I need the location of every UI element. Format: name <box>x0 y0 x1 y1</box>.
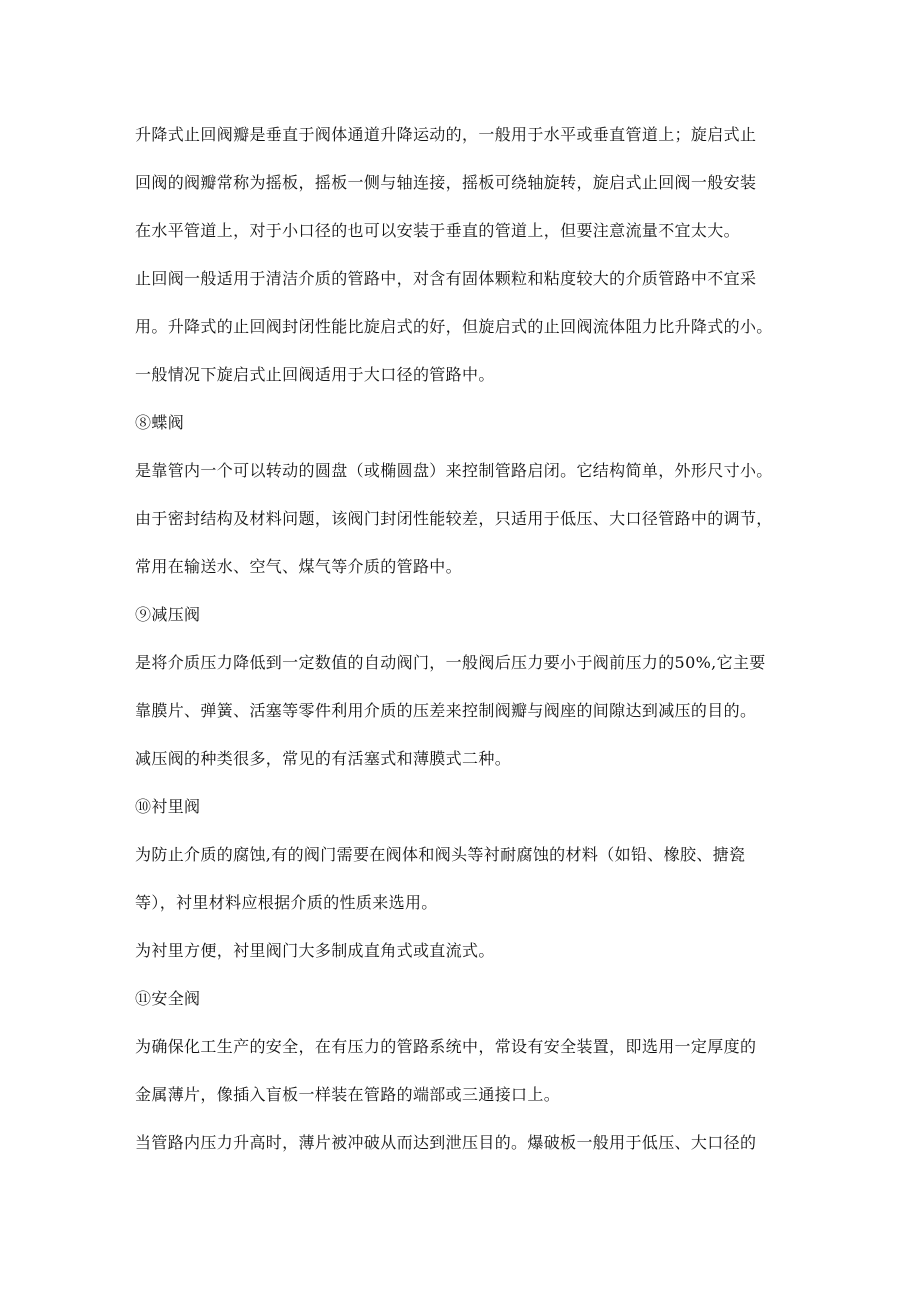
paragraph-line-17: 等），衬里材料应根据介质的性质来选用。 <box>135 893 438 912</box>
section-heading-pressure-reducing-valve: ⑨减压阀 <box>135 605 201 624</box>
paragraph-line-1: 升降式止回阀瓣是垂直于阀体通道升降运动的，一般用于水平或垂直管道上；旋启式止 <box>135 125 757 144</box>
paragraph-line-13: 靠膜片、弹簧、活塞等零件利用介质的压差来控制阀瓣与阀座的间隙达到减压的目的。 <box>135 701 757 720</box>
section-heading-safety-valve: ⑪安全阀 <box>135 989 201 1008</box>
paragraph-line-18: 为衬里方便，衬里阀门大多制成直角式或直流式。 <box>135 941 495 960</box>
section-heading-butterfly-valve: ⑧蝶阀 <box>135 413 185 432</box>
paragraph-line-22: 当管路内压力升高时，薄片被冲破从而达到泄压目的。爆破板一般用于低压、大口径的 <box>135 1133 757 1152</box>
paragraph-line-21: 金属薄片，像插入盲板一样装在管路的端部或三通接口上。 <box>135 1085 561 1104</box>
paragraph-line-4: 止回阀一般适用于清洁介质的管路中，对含有固体颗粒和粘度较大的介质管路中不宜采 <box>135 269 757 288</box>
paragraph-line-3: 在水平管道上，对于小口径的也可以安装于垂直的管道上，但要注意流量不宜太大。 <box>135 221 740 240</box>
paragraph-line-9: 由于密封结构及材料问题，该阀门封闭性能较差，只适用于低压、大口径管路中的调节， <box>135 509 773 528</box>
paragraph-line-14: 减压阀的种类很多，常见的有活塞式和薄膜式二种。 <box>135 749 512 768</box>
paragraph-line-8: 是靠管内一个可以转动的圆盘（或椭圆盘）来控制管路启闭。它结构简单，外形尺寸小。 <box>135 461 773 480</box>
paragraph-line-12: 是将介质压力降低到一定数值的自动阀门，一般阀后压力要小于阀前压力的50%,它主要 <box>135 653 766 672</box>
paragraph-line-2: 回阀的阀瓣常称为摇板，摇板一侧与轴连接，摇板可绕轴旋转，旋启式止回阀一般安装 <box>135 173 757 192</box>
paragraph-line-20: 为确保化工生产的安全，在有压力的管路系统中，常设有安全装置，即选用一定厚度的 <box>135 1037 757 1056</box>
paragraph-line-16: 为防止介质的腐蚀,有的阀门需要在阀体和阀头等衬耐腐蚀的材料（如铅、橡胶、搪瓷 <box>135 845 746 864</box>
paragraph-line-5: 用。升降式的止回阀封闭性能比旋启式的好，但旋启式的止回阀流体阻力比升降式的小。 <box>135 317 773 336</box>
paragraph-line-10: 常用在输送水、空气、煤气等介质的管路中。 <box>135 557 463 576</box>
paragraph-line-6: 一般情况下旋启式止回阀适用于大口径的管路中。 <box>135 365 495 384</box>
section-heading-lined-valve: ⑩衬里阀 <box>135 797 201 816</box>
